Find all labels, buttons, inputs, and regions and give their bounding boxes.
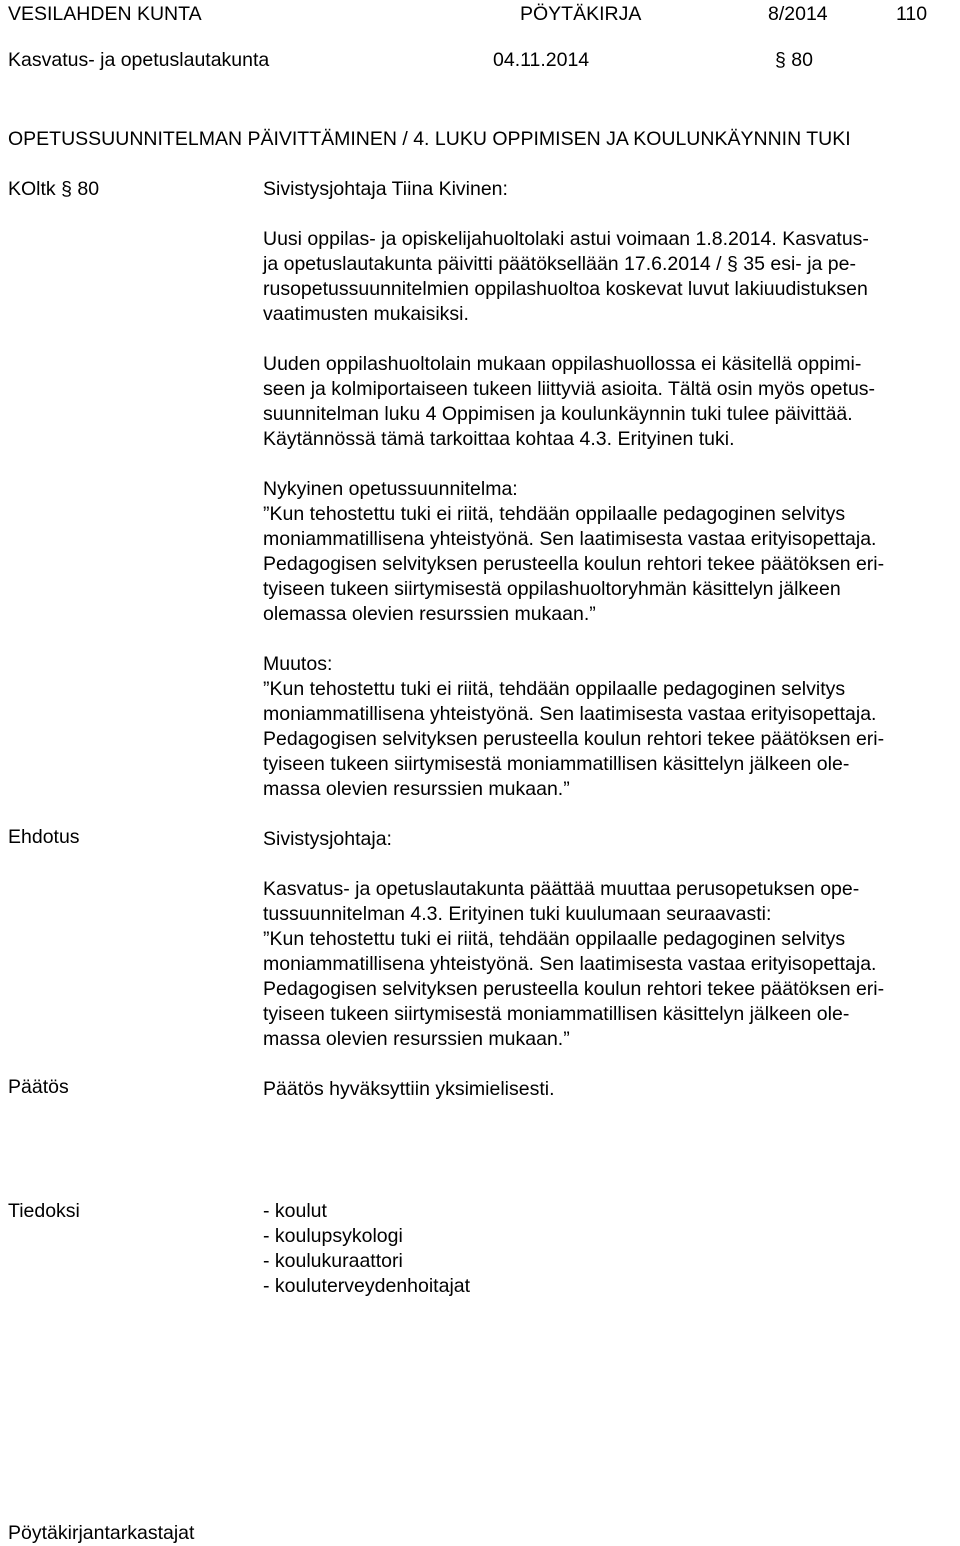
text-line: Pedagogisen selvityksen perusteella koulun rehtori tekee päätöksen eri- [263, 728, 885, 750]
text-line: tyiseen tukeen siirtymisestä moniammatillisen käsittelyn jälkeen ole- [263, 1003, 850, 1025]
text-line: tyiseen tukeen siirtymisestä oppilashuoltoryhmän käsittelyn jälkeen [263, 578, 841, 600]
text-line: Nykyinen opetussuunnitelma: [263, 478, 518, 500]
text-line: seen ja kolmiportaiseen tukeen liittyviä asioita. Tältä osin myös opetus- [263, 378, 876, 400]
list-item: - koulukuraattori [263, 1250, 403, 1272]
text-line: ja opetuslautakunta päivitti päätöksellään 17.6.2014 / § 35 esi- ja pe- [263, 253, 856, 275]
text-line: Pedagogisen selvityksen perusteella koulun rehtori tekee päätöksen eri- [263, 978, 885, 1000]
label-poytakirjantarkastajat: Pöytäkirjantarkastajat [8, 1522, 195, 1544]
text-line: Käytännössä tämä tarkoittaa kohtaa 4.3. Erityinen tuki. [263, 428, 735, 450]
paatos-text: Päätös hyväksyttiin yksimielisesti. [263, 1078, 555, 1100]
header-doc-number: 8/2014 [768, 3, 828, 25]
label-paatos: Päätös [8, 1076, 69, 1098]
text-line: moniammatillisena yhteistyönä. Sen laatimisesta vastaa erityisopettaja. [263, 953, 877, 975]
text-line: ”Kun tehostettu tuki ei riitä, tehdään oppilaalle pedagoginen selvitys [263, 928, 846, 950]
document-title: OPETUSSUUNNITELMAN PÄIVITTÄMINEN / 4. LUKU OPPIMISEN JA KOULUNKÄYNNIN TUKI [8, 128, 851, 150]
tiedoksi-list [263, 1199, 953, 1299]
text-line: Uusi oppilas- ja opiskelijahuoltolaki astui voimaan 1.8.2014. Kasvatus- [263, 228, 869, 250]
text-line: Pedagogisen selvityksen perusteella koulun rehtori tekee päätöksen eri- [263, 553, 885, 575]
header-section: § 80 [775, 49, 813, 71]
label-ehdotus: Ehdotus [8, 826, 80, 848]
text-line: tussuunnitelman 4.3. Erityinen tuki kuulumaan seuraavasti: [263, 903, 772, 925]
text-line: Kasvatus- ja opetuslautakunta päättää muuttaa perusopetuksen ope- [263, 878, 860, 900]
text-line: tyiseen tukeen siirtymisestä moniammatillisen käsittelyn jälkeen ole- [263, 753, 850, 775]
text-line: Muutos: [263, 653, 333, 675]
text-line: moniammatillisena yhteistyönä. Sen laatimisesta vastaa erityisopettaja. [263, 703, 877, 725]
header-doc-type: PÖYTÄKIRJA [520, 3, 642, 25]
ehdotus-presenter: Sivistysjohtaja: [263, 828, 392, 850]
paragraph-background [263, 227, 953, 1102]
text-line: massa olevien resurssien mukaan.” [263, 778, 570, 800]
text-line: olemassa olevien resurssien mukaan.” [263, 603, 596, 625]
text-line: ”Kun tehostettu tuki ei riitä, tehdään oppilaalle pedagoginen selvitys [263, 678, 846, 700]
list-item: - koulut [263, 1200, 327, 1222]
text-line: suunnitelman luku 4 Oppimisen ja koulunkäynnin tuki tulee päivittää. [263, 403, 853, 425]
text-line: massa olevien resurssien mukaan.” [263, 1028, 570, 1050]
presenter-line: Sivistysjohtaja Tiina Kivinen: [263, 178, 508, 200]
label-koltk: KOltk § 80 [8, 178, 100, 200]
text-line: ”Kun tehostettu tuki ei riitä, tehdään oppilaalle pedagoginen selvitys [263, 503, 846, 525]
header-org: VESILAHDEN KUNTA [8, 3, 202, 25]
text-line: vaatimusten mukaisiksi. [263, 303, 469, 325]
label-tiedoksi: Tiedoksi [8, 1200, 80, 1222]
header-committee: Kasvatus- ja opetuslautakunta [8, 49, 270, 71]
header-page-number: 110 [896, 3, 928, 25]
text-line: rusopetussuunnitelmien oppilashuoltoa koskevat luvut lakiuudistuksen [263, 278, 868, 300]
header-date: 04.11.2014 [493, 49, 590, 71]
list-item: - kouluterveydenhoitajat [263, 1275, 471, 1297]
text-line: Uuden oppilashuoltolain mukaan oppilashuollossa ei käsitellä oppimi- [263, 353, 862, 375]
list-item: - koulupsykologi [263, 1225, 403, 1247]
text-line: moniammatillisena yhteistyönä. Sen laatimisesta vastaa erityisopettaja. [263, 528, 877, 550]
